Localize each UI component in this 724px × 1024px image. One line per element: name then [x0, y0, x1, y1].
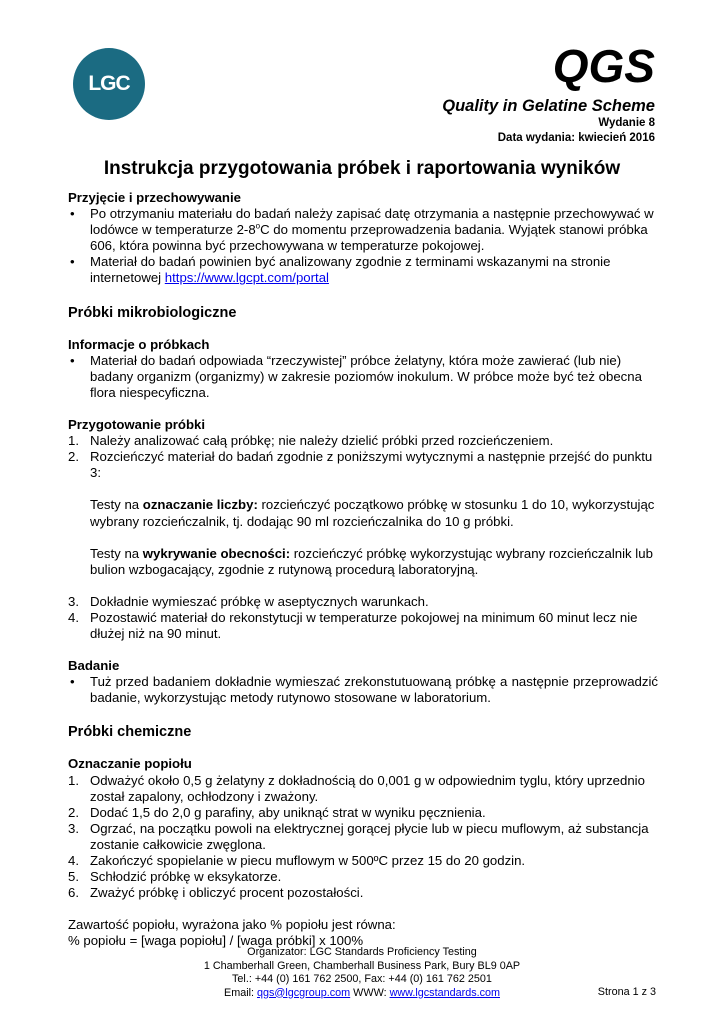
brand-name: QGS [552, 40, 655, 92]
list-item: 3. Dokładnie wymieszać próbkę w aseptycznych warunkach. [68, 593, 429, 609]
portal-link[interactable]: https://www.lgcpt.com/portal [164, 270, 329, 286]
logo-text: LGC [88, 72, 130, 95]
list-item: • Materiał do badań powinien być analizowany zgodnie z terminami wskazanymi na stronie internetowej https://www.lgcpt.com/portal [70, 254, 611, 286]
list-item: 1. Odważyć około 0,5 g żelatyny z dokładnością do 0,001 g w odpowiednim tyglu, który uprzednio został zapalony, ochłodzony i zważony. [68, 772, 645, 804]
count-test-text: Testy na oznaczanie liczby: rozcieńczyć początkowo próbkę w stosunku 1 do 10, wykorzystując wybrany rozcieńczalnik, tj. dodając 90 ml rozcieńczalnika do 10 g próbki. [90, 497, 655, 529]
prep-heading: Przygotowanie próbki [68, 417, 206, 433]
list-item: 2. Dodać 1,5 do 2,0 g parafiny, aby uniknąć strat w wyniku pęcznienia. [68, 804, 486, 820]
footer-phone: Tel.: +44 (0) 161 762 2500, Fax: +44 (0) 161 762 2501 [232, 973, 492, 985]
scheme-name: Quality in Gelatine Scheme [442, 97, 655, 115]
list-item: • Materiał do badań odpowiada “rzeczywistej” próbce żelatyny, która może zawierać (lub nie) badany organizm (organizmy) w zakresie poziomów inokulum. W próbce może być też obecna flora niespecyficzna. [70, 352, 642, 400]
issue-date: Data wydania: kwiecień 2016 [497, 132, 655, 144]
footer-address: 1 Chamberhall Green, Chamberhall Business Park, Bury BL9 0AP [203, 959, 521, 972]
degree-sup: o [255, 221, 261, 231]
micro-heading: Próbki mikrobiologiczne [68, 304, 237, 321]
email-link[interactable]: qgs@lgcgroup.com [257, 986, 351, 999]
website-link[interactable]: www.lgcstandards.com [389, 986, 500, 999]
footer-contact: Email: qgs@lgcgroup.com WWW: www.lgcstandards.com [224, 986, 500, 999]
list-item: 4. Pozostawić materiał do rekonstytucji w temperaturze pokojowej na minimum 60 minut lecz nie dłużej niż na 90 minut. [68, 609, 638, 641]
page-number: Strona 1 z 3 [597, 986, 656, 998]
list-item: 5. Schłodzić próbkę w eksykatorze. [68, 869, 282, 885]
list-item: 6. Zważyć próbkę i obliczyć procent pozostałości. [68, 885, 364, 901]
list-item: • Po otrzymaniu materiału do badań należy zapisać datę otrzymania a następnie przechowywać w lodówce w temperaturze 2-8$^o$C do momentu przeprowadzenia badania. Wyjątek stanowi próbka 606, która powinna być przechowywana w temperaturze pokojowej. [70, 206, 654, 254]
bullet-marker: • [70, 674, 75, 690]
lgc-logo [73, 48, 145, 120]
ash-formula: % popiołu = [waga popiołu] / [waga próbki] x 100% [68, 933, 364, 949]
footer-organizer: Organizator: LGC Standards Proficiency Testing [247, 946, 477, 958]
bullet-marker: • [70, 206, 75, 222]
ash-heading: Oznaczanie popiołu [68, 756, 192, 772]
detect-test-text: Testy na wykrywanie obecności: rozcieńczyć próbkę wykorzystując wybrany rozcieńczalnik lub bulion wzbogacający, zgodnie z rutynową procedurą laboratoryjną. [90, 545, 653, 577]
edition: Wydanie 8 [598, 117, 655, 129]
receipt-heading: Przyjęcie i przechowywanie [68, 190, 241, 205]
list-item: 2. Rozcieńczyć materiał do badań zgodnie z poniższymi wytycznymi a następnie przejść do punktu 3: [68, 449, 653, 481]
brand-block [442, 40, 655, 146]
list-item: 1. Należy analizować całą próbkę; nie należy dzielić próbki przed rozcieńczeniem. [68, 433, 554, 449]
bullet-marker: • [70, 254, 75, 270]
ash-result-text: Zawartość popiołu, wyrażona jako % popiołu jest równa: [68, 917, 396, 933]
document-body [68, 190, 658, 949]
chem-heading: Próbki chemiczne [68, 724, 192, 741]
bullet-marker: • [70, 352, 75, 368]
testing-heading: Badanie [68, 658, 120, 674]
list-item: • Tuż przed badaniem dokładnie wymieszać zrekonstutuowaną próbkę a następnie przeprowadzić badanie, wykorzystując metody rutynowo stosowane w laboratorium. [70, 674, 658, 706]
info-heading: Informacje o próbkach [68, 336, 210, 352]
list-item: 3. Ogrzać, na początku powoli na elektrycznej gorącej płycie lub w piecu muflowym, aż substancja zostanie całkowicie zwęglona. [68, 820, 649, 852]
page-title: Instrukcja przygotowania próbek i raportowania wyników [103, 158, 621, 179]
list-item: 4. Zakończyć spopielanie w piecu muflowym w 500ºC przez 15 do 20 godzin. [68, 853, 526, 868]
